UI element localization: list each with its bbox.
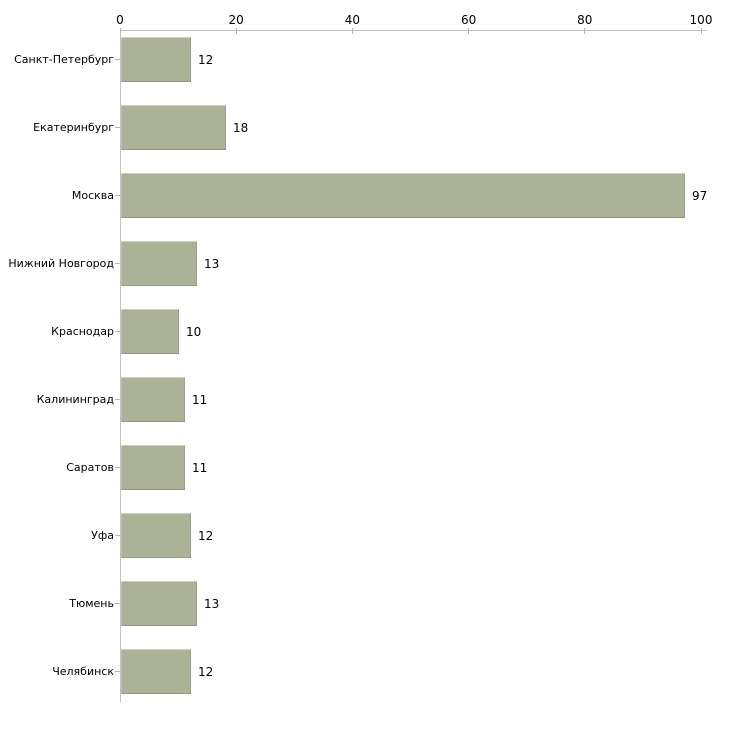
category-label: Санкт-Петербург bbox=[14, 52, 114, 66]
value-label: 97 bbox=[692, 188, 708, 203]
category-label: Калининград bbox=[36, 392, 114, 406]
x-axis-tick-label: 100 bbox=[689, 13, 713, 27]
value-label: 13 bbox=[204, 256, 220, 271]
value-label: 18 bbox=[233, 120, 249, 135]
category-label: Тюмень bbox=[69, 596, 114, 610]
category-label: Челябинск bbox=[52, 664, 114, 678]
category-tick bbox=[115, 467, 120, 468]
x-axis-tick-label: 20 bbox=[228, 13, 244, 27]
category-tick bbox=[115, 671, 120, 672]
value-label: 12 bbox=[198, 664, 214, 679]
category-tick bbox=[115, 331, 120, 332]
category-label: Екатеринбург bbox=[33, 120, 114, 134]
value-label: 10 bbox=[186, 324, 202, 339]
x-axis-tick bbox=[584, 28, 585, 34]
bar bbox=[121, 649, 191, 694]
x-axis-tick bbox=[701, 28, 702, 34]
category-tick bbox=[115, 535, 120, 536]
bar bbox=[121, 173, 685, 218]
value-label: 11 bbox=[192, 392, 208, 407]
value-label: 12 bbox=[198, 52, 214, 67]
value-label: 13 bbox=[204, 596, 220, 611]
category-label: Саратов bbox=[66, 460, 114, 474]
x-axis-tick bbox=[236, 28, 237, 34]
category-tick bbox=[115, 127, 120, 128]
x-axis-tick-label: 60 bbox=[460, 13, 477, 27]
category-label: Нижний Новгород bbox=[8, 256, 114, 270]
value-label: 12 bbox=[198, 528, 214, 543]
category-label: Краснодар bbox=[51, 324, 114, 338]
bar bbox=[121, 241, 197, 286]
bar bbox=[121, 377, 185, 422]
x-axis-tick-label: 0 bbox=[116, 13, 124, 27]
x-axis-tick bbox=[120, 28, 121, 34]
category-tick bbox=[115, 263, 120, 264]
bar bbox=[121, 105, 226, 150]
category-tick bbox=[115, 195, 120, 196]
bar bbox=[121, 309, 179, 354]
x-axis-tick-label: 80 bbox=[577, 13, 593, 27]
bar bbox=[121, 37, 191, 82]
x-axis-tick-label: 40 bbox=[344, 13, 361, 27]
category-tick bbox=[115, 603, 120, 604]
x-axis-line bbox=[120, 30, 707, 31]
x-axis-tick bbox=[352, 28, 353, 34]
category-label: Москва bbox=[71, 188, 114, 202]
value-label: 11 bbox=[192, 460, 208, 475]
bar bbox=[121, 445, 185, 490]
category-label: Уфа bbox=[91, 528, 114, 542]
bar bbox=[121, 513, 191, 558]
category-tick bbox=[115, 59, 120, 60]
category-tick bbox=[115, 399, 120, 400]
x-axis-tick bbox=[468, 28, 469, 34]
bar bbox=[121, 581, 197, 626]
